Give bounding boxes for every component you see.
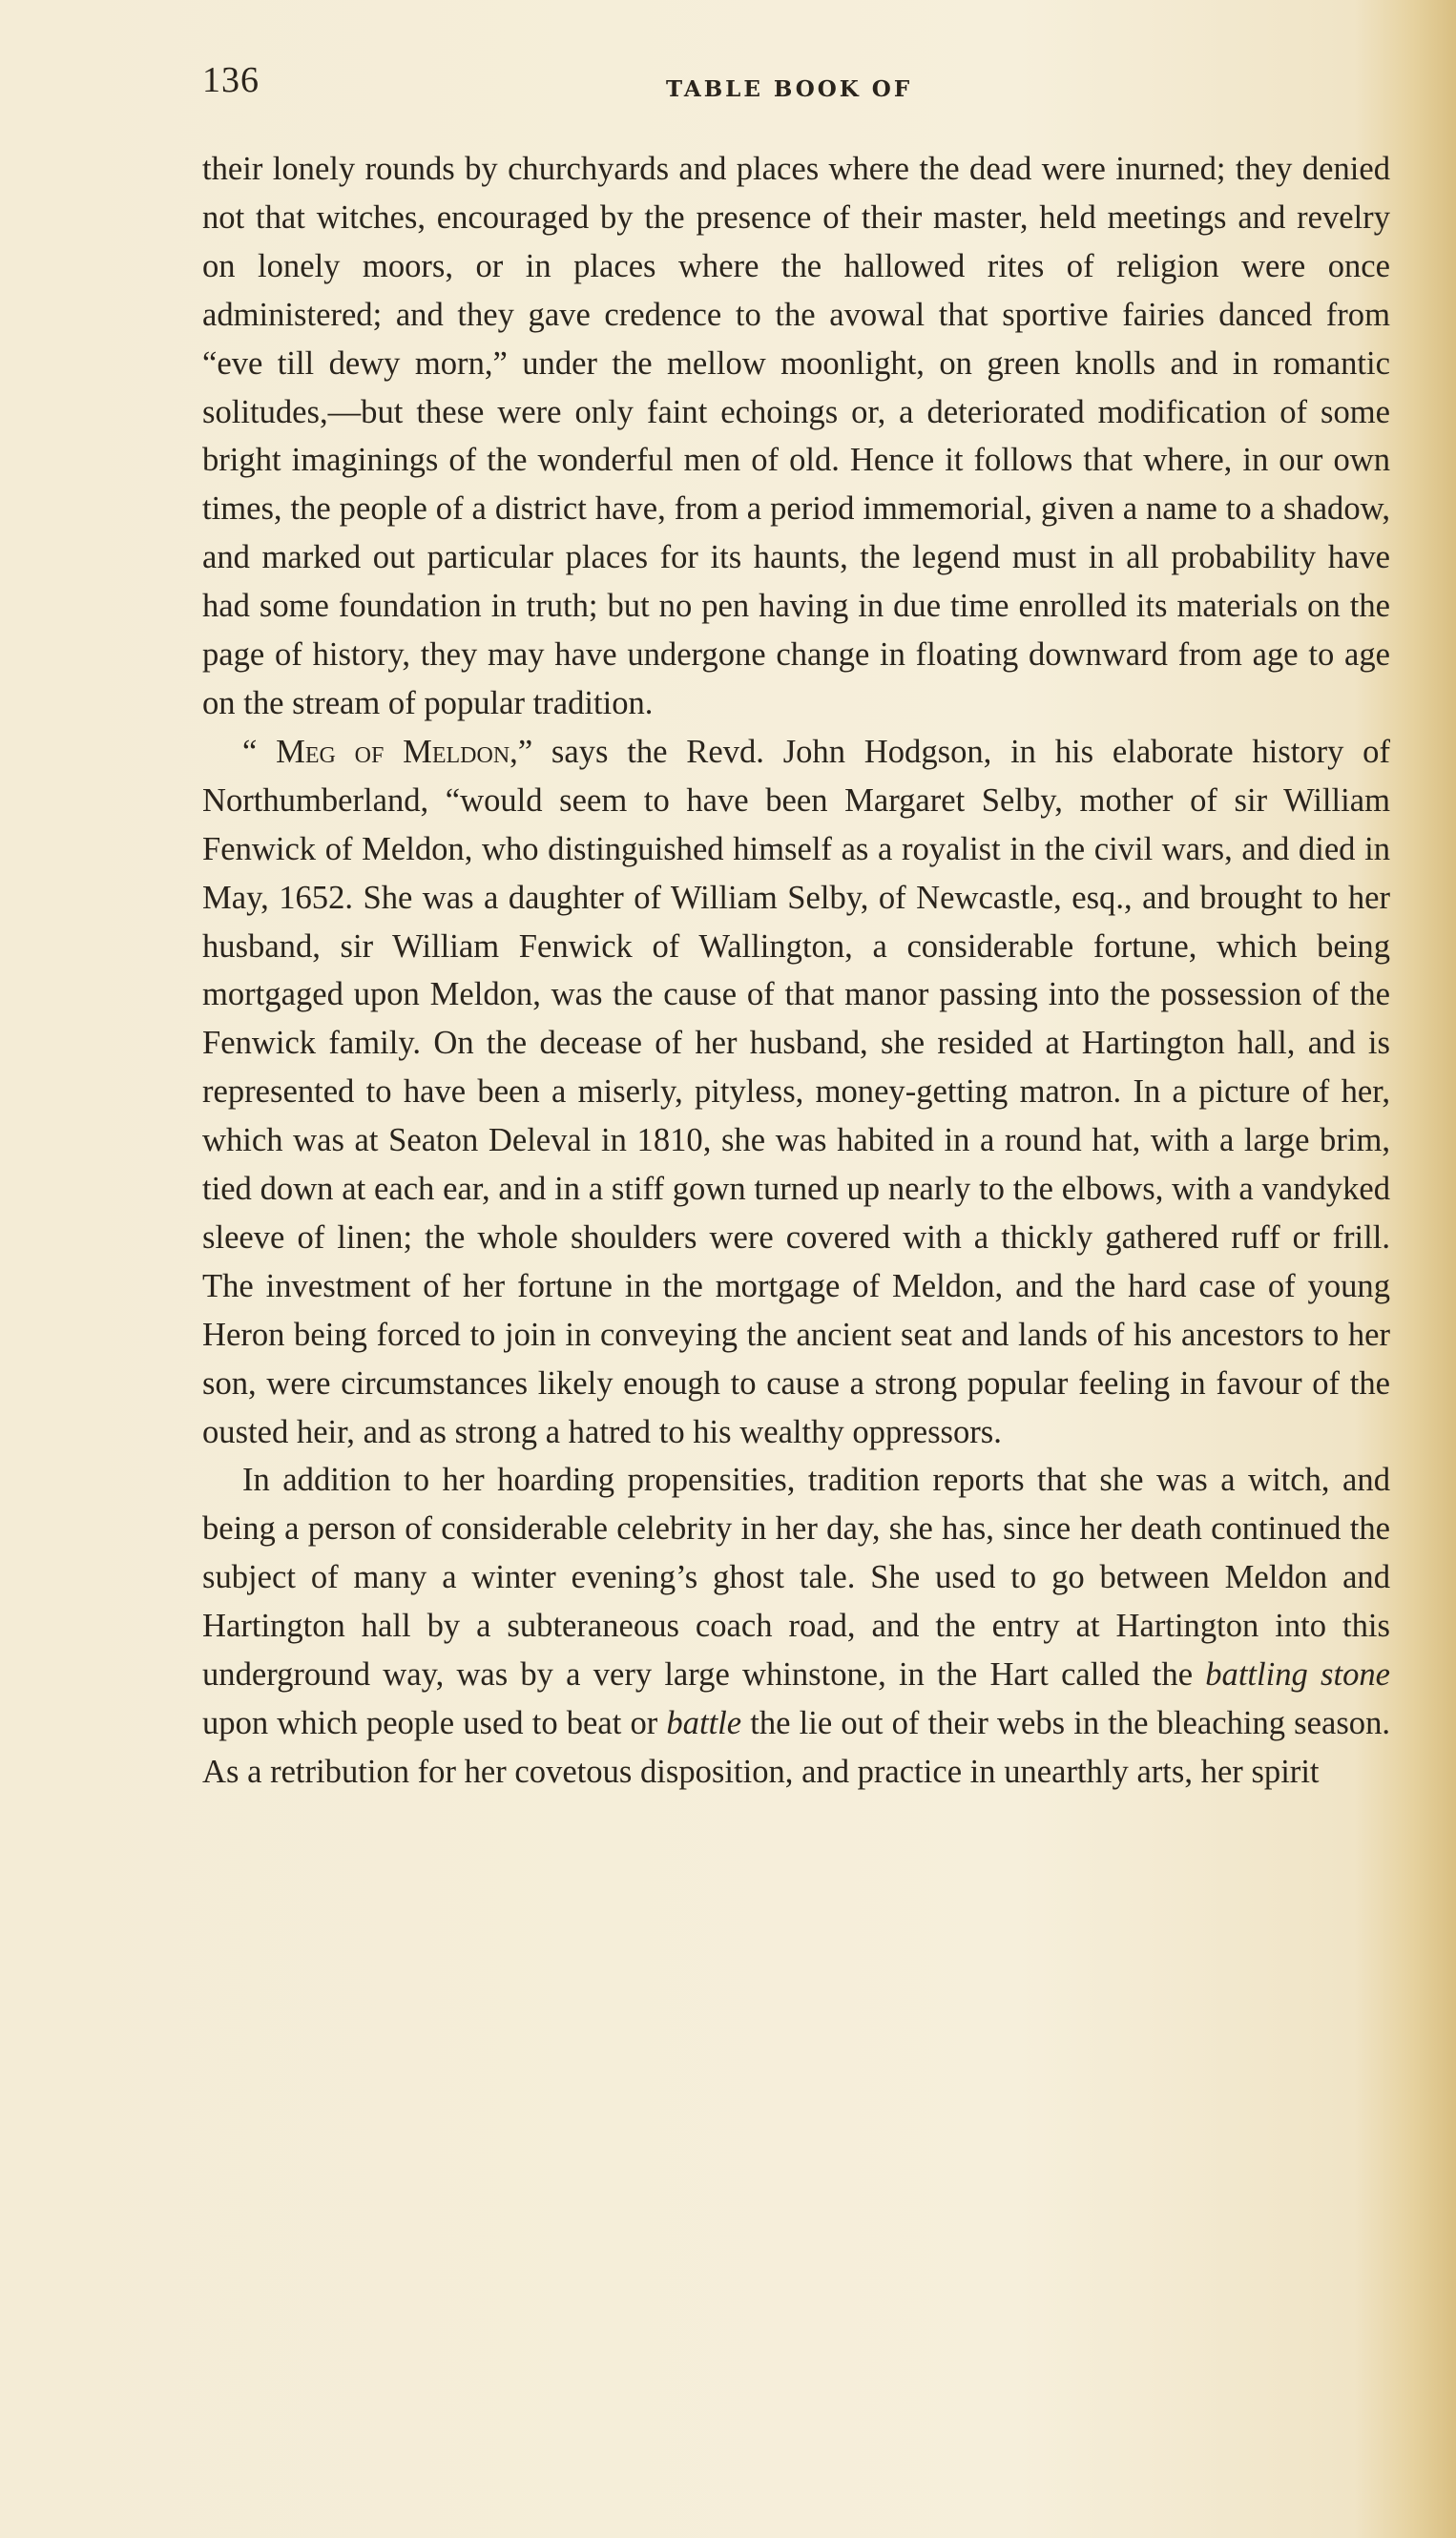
running-head: TABLE BOOK OF — [666, 76, 913, 102]
paragraph-3-text-a: In addition to her hoarding propensities, tradition reports that she was a witch, and being a person of considerable celebrity in her day, she has, since her death continued the subject of many a winter evening’s ghost tale. She used to go between Meldon and Hartington hall by a subteraneous coach road, and the entry at Hartington into this underground way, was by a very large whinstone, in the Hart called the — [202, 1462, 1390, 1694]
paragraph-2-text: ” says the Revd. John Hodgson, in his elaborate history of Northumberland, “would seem to have been Margaret Selby, mother of sir William Fenwick of Meldon, who distinguished himself as a royalist in the civil wars, and died in May, 1652. She was a daughter of William Selby, of Newcastle, esq., and brought to her husband, sir William Fenwick of Wallington, a considerable fortune, which being mortgaged upon Meldon, was the cause of that manor passing into the possession of the Fenwick family. On the decease of her husband, she resided at Hartington hall, and is represented to have been a miserly, pityless, money-getting matron. In a picture of her, which was at Seaton Deleval in 1810, she was habited in a round hat, with a large brim, tied down at each ear, and in a stiff gown turned up nearly to the elbows, with a vandyked sleeve of linen; the whole shoulders were covered with a thickly gathered ruff or frill. The investment of her fortune in the mortgage of Meldon, and the hard case of young Heron being forced to join in conveying the ancient seat and lands of his ancestors to her son, were circumstances likely enough to cause a strong popular feeling in favour of the ousted heir, and as strong a hatred to his wealthy oppressors. — [202, 733, 1390, 1450]
paragraph-2 — [202, 728, 1390, 1457]
open-quote: “ — [242, 733, 277, 770]
italic-term-battle: battle — [666, 1705, 742, 1741]
body-text — [202, 145, 1390, 1797]
paragraph-3-text-b: upon which people used to beat or — [202, 1705, 667, 1741]
page-header — [202, 59, 1390, 116]
paragraph-1: their lonely rounds by churchyards and places where the dead were inurned; they denied not that witches, encouraged by the presence of their master, held meetings and revelry on lonely moors, or in places where the hallowed rites of religion were once administered; and they gave credence to the avowal that sportive fairies danced from “eve till dewy morn,” under the mellow moonlight, on green knolls and in romantic solitudes,—but these were only faint echoings or, a deteriorated modification of some bright imaginings of the wonderful men of old. Hence it follows that where, in our own times, the people of a district have, from a period immemorial, given a name to a shadow, and marked out particular places for its haunts, the legend must in all probability have had some foundation in truth; but no pen having in due time enrolled its materials on the page of history, they may have undergone change in floating downward from age to age on the stream of popular tradition. — [202, 151, 1390, 721]
paragraph-3 — [202, 1456, 1390, 1796]
chapter-title-meg-of-meldon: Meg of Meldon, — [276, 733, 518, 770]
paragraph-3-text-c: the lie out of their webs in the bleaching season. As a retribution for her covetous disposition, and practice in unearthly arts, her spirit — [202, 1705, 1390, 1790]
page-number: 136 — [202, 60, 260, 100]
italic-term-battling-stone: battling stone — [1205, 1656, 1391, 1694]
